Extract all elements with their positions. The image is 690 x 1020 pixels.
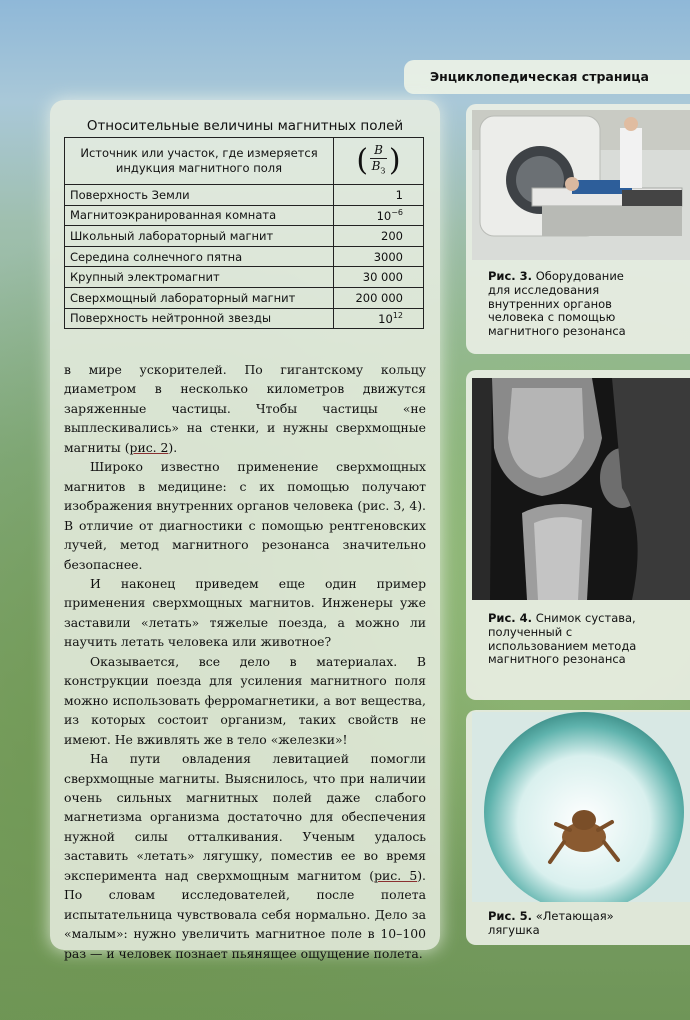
article-body <box>64 360 426 963</box>
column-header-ratio <box>334 138 424 185</box>
magnetic-fields-table <box>64 137 424 329</box>
table-header-row <box>65 138 424 185</box>
table-row: Поверхность нейтронной звезды $10^{12}$ <box>65 308 424 329</box>
table-row: Поверхность Земли 1 <box>65 185 424 206</box>
table-row: Школьный лабораторный магнит 200 <box>65 226 424 247</box>
paragraph: Широко известно применение сверхмощных магнитов в медицине: с их помощью получают изображения внутренних органов человека (рис. 3, 4). В отличие от диагностики с помощью рентгеновских лучей, метод магнитного резонанса значительно безопаснее. <box>64 459 426 572</box>
table-row: Крупный электромагнит 30 000 <box>65 267 424 288</box>
figure-4-caption: Рис. 4. Снимок сустава, полученный с использованием метода магнитного резонанса <box>488 611 637 667</box>
mri-machine-photo <box>472 110 690 260</box>
ratio-denominator: $B_З$ <box>371 159 386 176</box>
table-row: Магнитоэкранированная комната $10^{-6}$ <box>65 205 424 226</box>
table-row: Сверхмощный лабораторный магнит 200 000 <box>65 287 424 308</box>
figure-3-caption: Рис. 3. Оборудование для исследования внутренних органов человека с помощью магнитного резонанса <box>488 269 626 339</box>
ratio-numerator: B <box>370 143 387 159</box>
knee-mri-photo <box>472 378 690 600</box>
figure-ref-link[interactable]: рис. 5 <box>374 867 418 883</box>
levitating-frog-photo <box>472 712 690 902</box>
column-header-source: Источник или участок, где измеряется индукция магнитного поля <box>65 138 334 185</box>
section-title: Энциклопедическая страница <box>430 69 649 84</box>
ratio-formula: ( $\frac{B}{B_З}$ ) <box>356 142 401 178</box>
paragraph: Оказывается, все дело в материалах. В конструкции поезда для усиления магнитного поля можно использовать ферромагнетики, а вот вещества, из которых состоит организм, таких свойств не имеют. Не вживлять же в тело «железки»! <box>64 653 426 747</box>
figure-ref-link[interactable]: рис. 2 <box>129 439 169 455</box>
section-header <box>404 60 690 94</box>
table-title: Относительные величины магнитных полей <box>86 118 404 134</box>
paragraph: И наконец приведем еще один пример применения сверхмощных магнитов. Инженеры уже заставили «летать» тяжелые поезда, а можно ли научить летать человека или животное? <box>64 575 426 650</box>
paragraph: в мире ускорителей. По гигантскому кольцу диаметром в несколько километров движутся заряженные частицы. Чтобы частицы «не выплескивались» на стенки, и нужны сверхмощные магниты (рис. 2). <box>64 362 426 455</box>
paragraph: На пути овладения левитацией помогли сверхмощные магниты. Выяснилось, что при наличии очень сильных магнитных полей даже слабого магнетизма организма достаточно для обеспечения нужной силы отталкивания. Ученым удалось заставить «летать» лягушку, поместив ее во время эксперимента над сверхмощным магнитом (рис. 5). По словам исследователей, после полета испытательница чувствовала себя нормально. Дело за «малым»: нужно увеличить магнитное поле в 10–100 раз — и человек познает пьянящее ощущение полета. <box>64 751 426 961</box>
table-row: Середина солнечного пятна 3000 <box>65 246 424 267</box>
figure-5-caption: Рис. 5. «Летающая» лягушка <box>488 909 614 937</box>
